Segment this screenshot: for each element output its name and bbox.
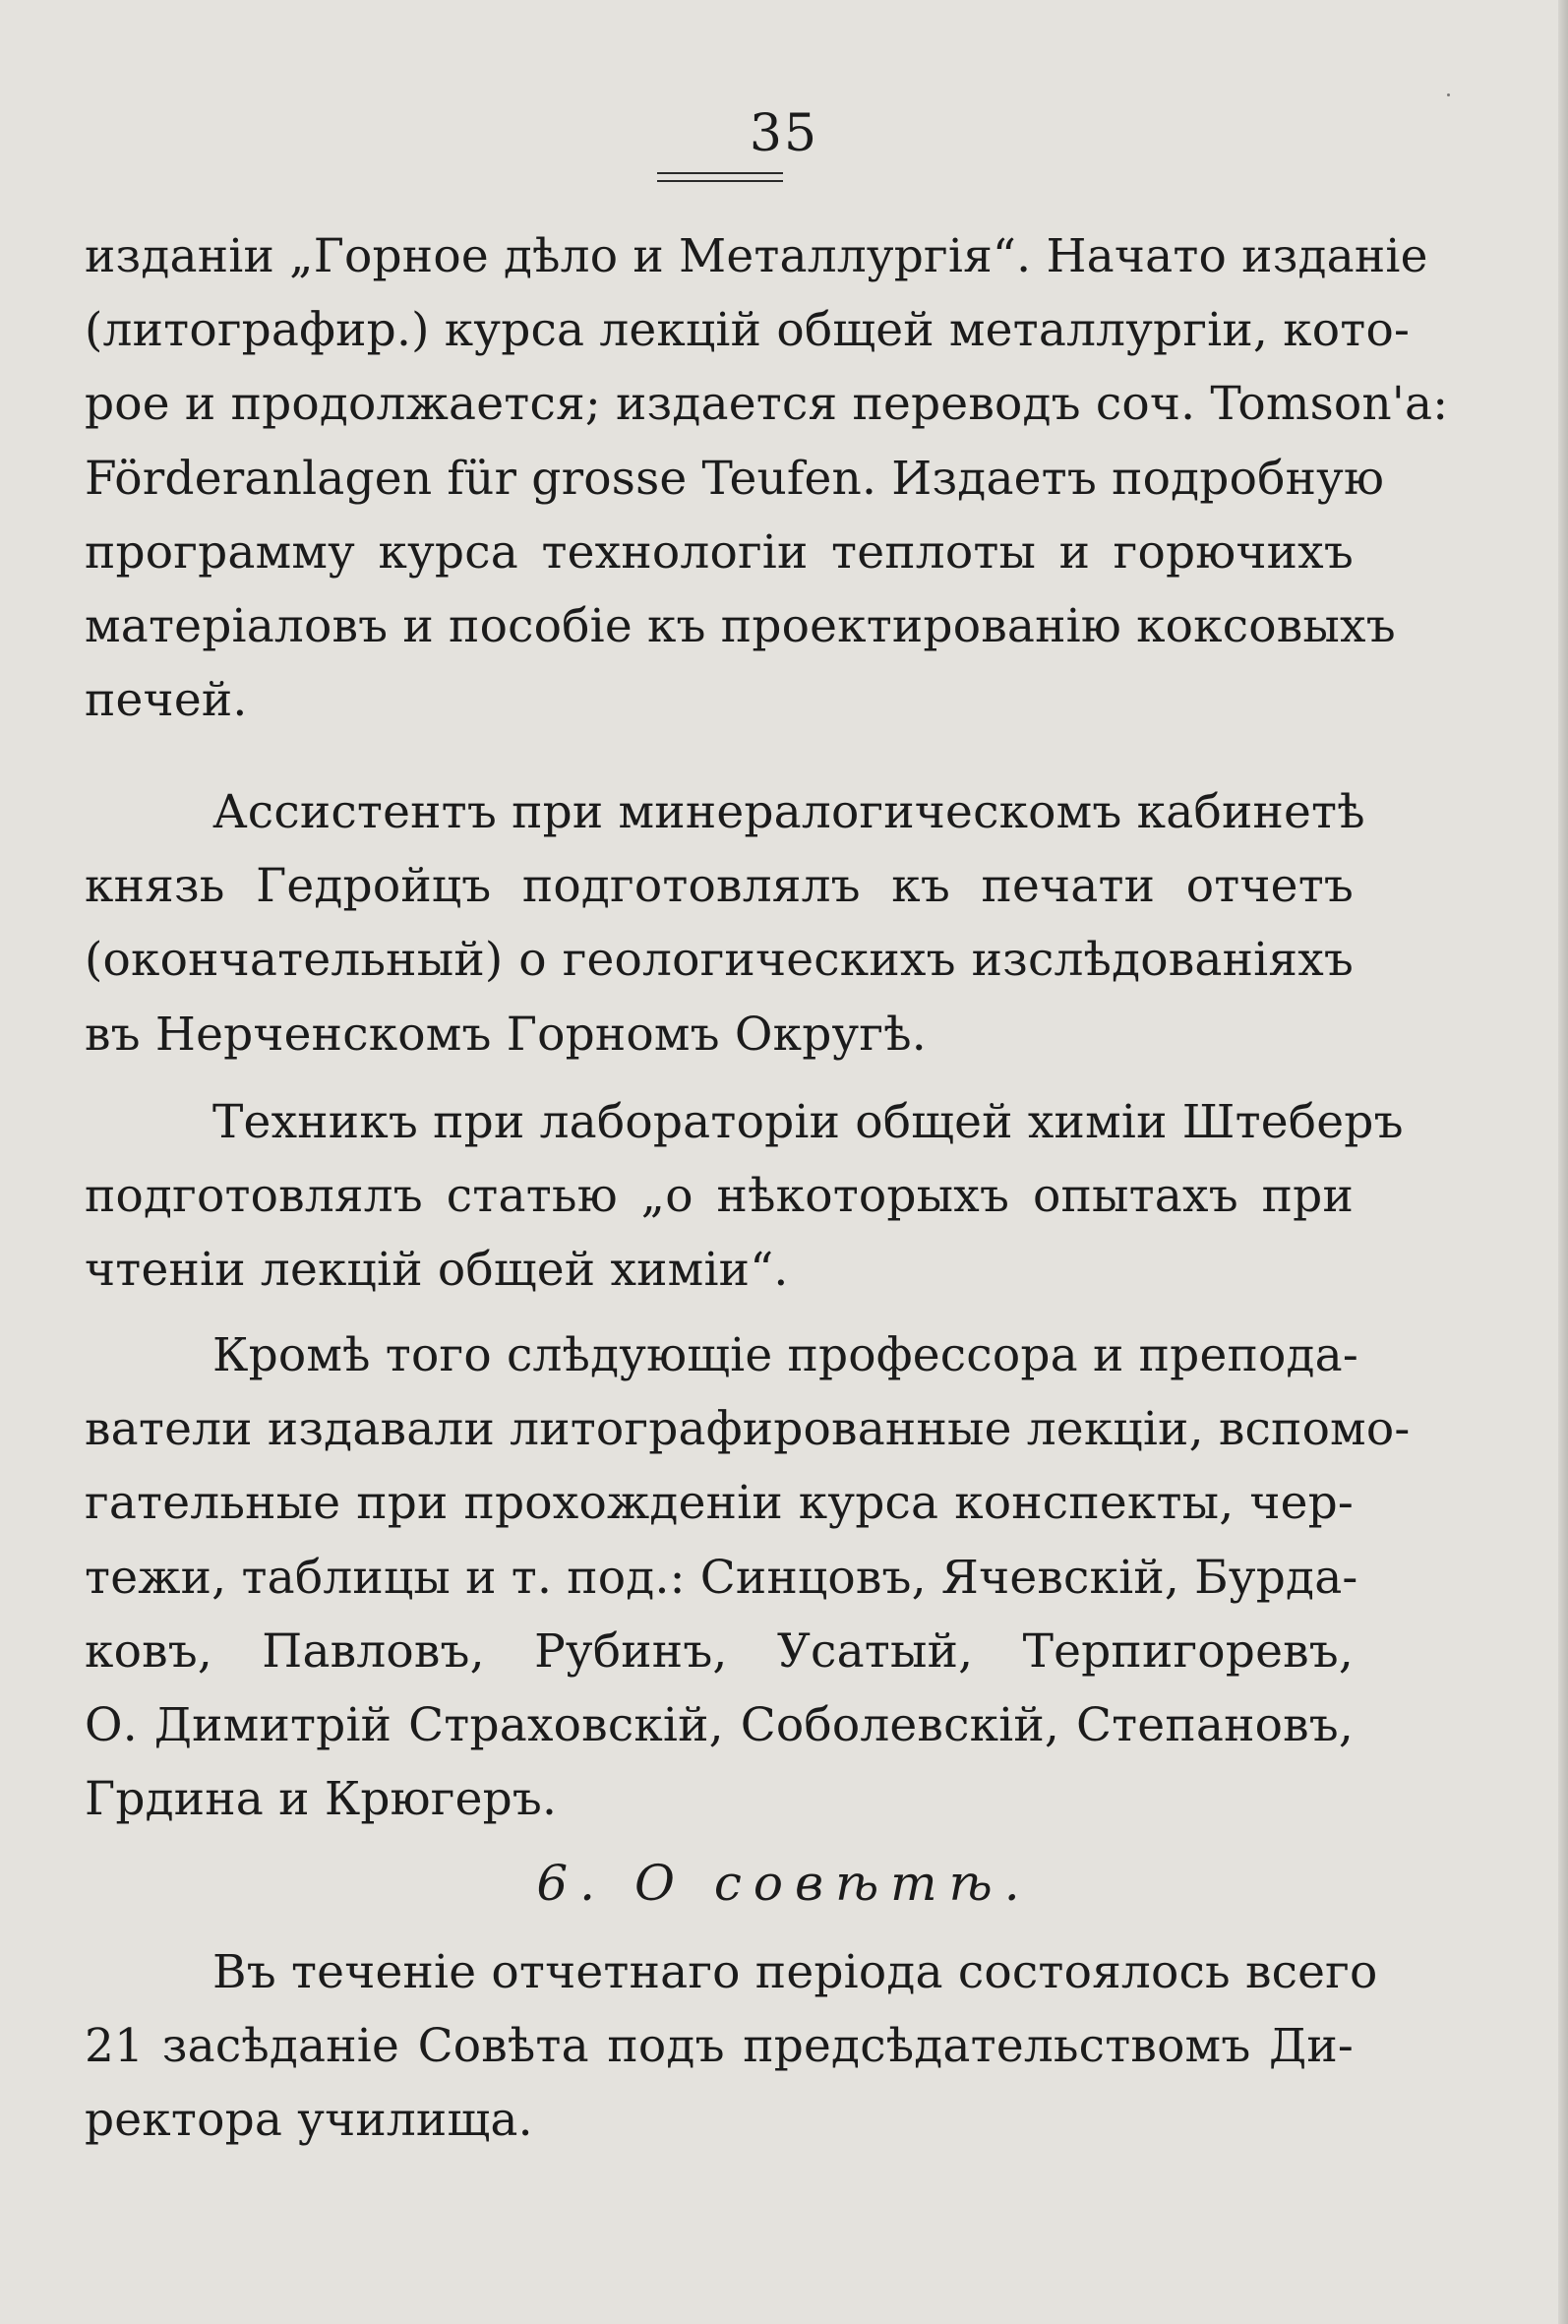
text-line: О. Димитрій Страховскій, Соболевскій, Степановъ, [85, 1697, 1354, 1752]
text-line: Ассистентъ при минералогическомъ кабинетѣ [212, 785, 1365, 839]
text-line: ректора училища. [85, 2093, 533, 2148]
text-line: Въ теченіе отчетнаго періода состоялось всего [212, 1945, 1378, 1999]
text-line: рое и продолжается; издается переводъ соч. Tomson'a: [85, 377, 1449, 432]
paragraph-publications [85, 219, 1449, 737]
text-line: печей. [85, 673, 248, 728]
text-line: изданіи „Горное дѣло и Металлургія“. Начато изданіе [85, 229, 1428, 283]
page-number-rule-top [657, 172, 783, 174]
section-heading: 6. О совѣтѣ. [536, 1855, 1032, 1912]
text-line: гательные при прохожденіи курса конспекты, чер- [85, 1476, 1354, 1531]
page-edge-shadow [1558, 0, 1568, 2324]
text-line: (окончательный) о геологическихъ изслѣдованіяхъ [85, 933, 1354, 988]
page-number: 35 [749, 104, 819, 163]
text-line: (литографир.) курса лекцій общей металлургіи, кото- [85, 303, 1411, 358]
paragraph-professors [85, 1318, 1411, 1836]
paragraph-council [85, 1935, 1378, 2158]
text-line: ватели издавали литографированные лекціи, вспомо- [85, 1402, 1411, 1457]
scan-speck [1447, 93, 1450, 96]
page-number-rule-bottom [657, 180, 783, 182]
paragraph-assistant [85, 775, 1365, 1071]
text-line: Техникъ при лабораторіи общей химіи Штеберъ [212, 1095, 1404, 1149]
text-line: Förderanlagen für grosse Teufen. Издаетъ подробную [85, 451, 1385, 506]
text-line: программу курса технологіи теплоты и горючихъ [85, 524, 1354, 580]
text-line: ковъ, Павловъ, Рубинъ, Усатый, Терпигоревъ, [85, 1623, 1354, 1679]
paragraph-technician [85, 1085, 1404, 1308]
text-line: 21 засѣданіе Совѣта подъ предсѣдательствомъ Ди- [85, 2019, 1354, 2074]
text-line: тежи, таблицы и т. под.: Синцовъ, Ячевскій, Бурда- [85, 1550, 1358, 1605]
text-line: подготовлялъ статью „о нѣкоторыхъ опытахъ при [85, 1169, 1354, 1224]
text-line: Грдина и Крюгеръ. [85, 1772, 558, 1827]
text-line: матеріаловъ и пособіе къ проектированію коксовыхъ [85, 598, 1396, 653]
text-line: чтеніи лекцій общей химіи“. [85, 1243, 789, 1298]
text-line: Кромѣ того слѣдующіе профессора и препода- [212, 1328, 1358, 1382]
text-line: въ Нерченскомъ Горномъ Округѣ. [85, 1007, 927, 1062]
text-line: князь Гедройцъ подготовлялъ къ печати отчетъ [85, 859, 1354, 914]
